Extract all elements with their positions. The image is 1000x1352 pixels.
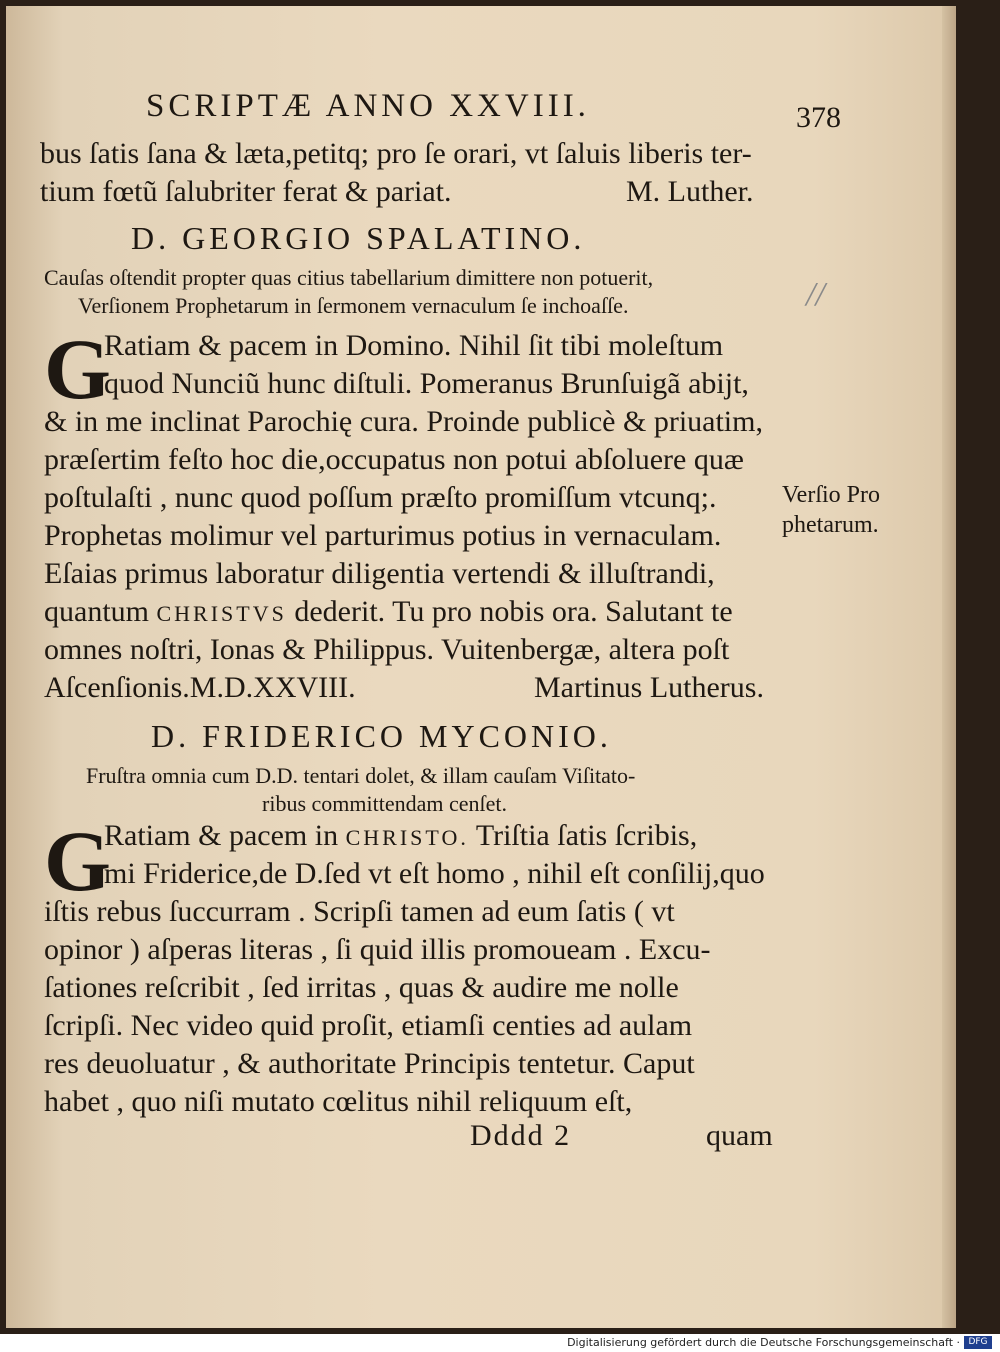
letter2-line-5: ſationes reſcribit , ſed irritas , quas & audire me nolle xyxy=(44,971,679,1004)
credit-bar xyxy=(0,1334,1000,1352)
margin-note-line-1: Verſio Pro xyxy=(782,482,880,508)
credit-text: Digitalisierung gefördert durch die Deutsche Forschungsgemeinschaft · xyxy=(567,1336,960,1349)
letter1-line-5: poſtulaſti , nunc quod poſſum præſto promiſſum vtcunq;. xyxy=(44,481,717,514)
letter1-line-8-start: quantum xyxy=(44,595,149,628)
letter2-line-1-end: Triſtia ſatis ſcribis, xyxy=(475,819,698,852)
running-title: SCRIPTÆ ANNO XXVIII. xyxy=(146,88,590,124)
christus-smallcaps: CHRISTVS xyxy=(156,601,287,626)
christo-smallcaps: CHRISTO. xyxy=(345,825,469,850)
margin-note-line-2: phetarum. xyxy=(782,512,879,538)
letter1-summary-2: Verſionem Prophetarum in ſermonem vernaculum ſe inchoaſſe. xyxy=(78,293,629,318)
letter2-line-1-start: Ratiam & pacem in xyxy=(104,819,339,852)
page-number: 378 xyxy=(796,101,841,134)
letter1-line-2: quod Nunciũ hunc diſtuli. Pomeranus Brunſuigã abijt, xyxy=(104,367,749,400)
letter1-line-10: Aſcenſionis.M.D.XXVIII. xyxy=(44,671,356,704)
letter2-initial: G xyxy=(44,813,111,909)
book-page xyxy=(6,6,956,1328)
dfg-logo: DFG xyxy=(964,1336,992,1349)
page-edge xyxy=(942,6,956,1328)
letter2-line-6: ſcripſi. Nec video quid proſit, etiamſi centies ad aulam xyxy=(44,1009,693,1042)
letter1-summary-1: Cauſas oſtendit propter quas citius tabellarium dimittere non potuerit, xyxy=(44,265,654,290)
letter2-summary-2: ribus committendam cenſet. xyxy=(262,791,507,816)
letter1-line-8-end: dederit. Tu pro nobis ora. Salutant te xyxy=(294,595,733,628)
letter2-recipient: D. FRIDERICO MYCONIO. xyxy=(151,718,612,754)
intro-line-2: tium fœtũ ſalubriter ferat & pariat. xyxy=(40,175,452,208)
letter1-line-4: præſertim feſto hoc die,occupatus non potui abſoluere quæ xyxy=(44,443,744,476)
letter1-line-7: Eſaias primus laboratur diligentia vertendi & illuſtrandi, xyxy=(44,557,715,590)
catchword: quam xyxy=(706,1119,773,1152)
letter1-initial: G xyxy=(44,321,111,417)
letter1-line-6: Prophetas molimur vel parturimus potius in vernaculam. xyxy=(44,519,722,552)
letter2-summary-1: Fruſtra omnia cum D.D. tentari dolet, & illam cauſam Viſitato- xyxy=(86,763,636,788)
letter1-line-3: & in me inclinat Parochię cura. Proinde publicè & priuatim, xyxy=(44,405,763,438)
letter1-line-9: omnes noſtri, Ionas & Philippus. Vuitenbergæ, altera poſt xyxy=(44,633,730,666)
letter2-line-7: res deuoluatur , & authoritate Principis tentetur. Caput xyxy=(44,1047,695,1080)
letter2-line-3: iſtis rebus ſuccurram . Scripſi tamen ad eum ſatis ( vt xyxy=(44,895,675,928)
letter1-signature: Martinus Lutherus. xyxy=(534,671,764,704)
pencil-mark: // xyxy=(806,276,825,313)
letter2-line-2: mi Friderice,de D.ſed vt eſt homo , nihil eſt conſilij,quo xyxy=(104,857,765,890)
letter1-line-8 xyxy=(44,594,733,632)
letter1-line-1: Ratiam & pacem in Domino. Nihil ſit tibi moleſtum xyxy=(104,329,724,362)
intro-signature: M. Luther. xyxy=(626,175,754,208)
signature-mark: Dddd 2 xyxy=(470,1119,572,1152)
letter2-line-4: opinor ) aſperas literas , ſi quid illis promoueam . Excu- xyxy=(44,933,711,966)
letter2-line-1 xyxy=(104,818,697,856)
letter2-line-8: habet , quo niſi mutato cœlitus nihil reliquum eſt, xyxy=(44,1085,633,1118)
intro-line-1: bus ſatis ſana & læta,petitq; pro ſe orari, vt ſaluis liberis ter- xyxy=(40,137,752,170)
letter1-recipient: D. GEORGIO SPALATINO. xyxy=(131,220,586,256)
